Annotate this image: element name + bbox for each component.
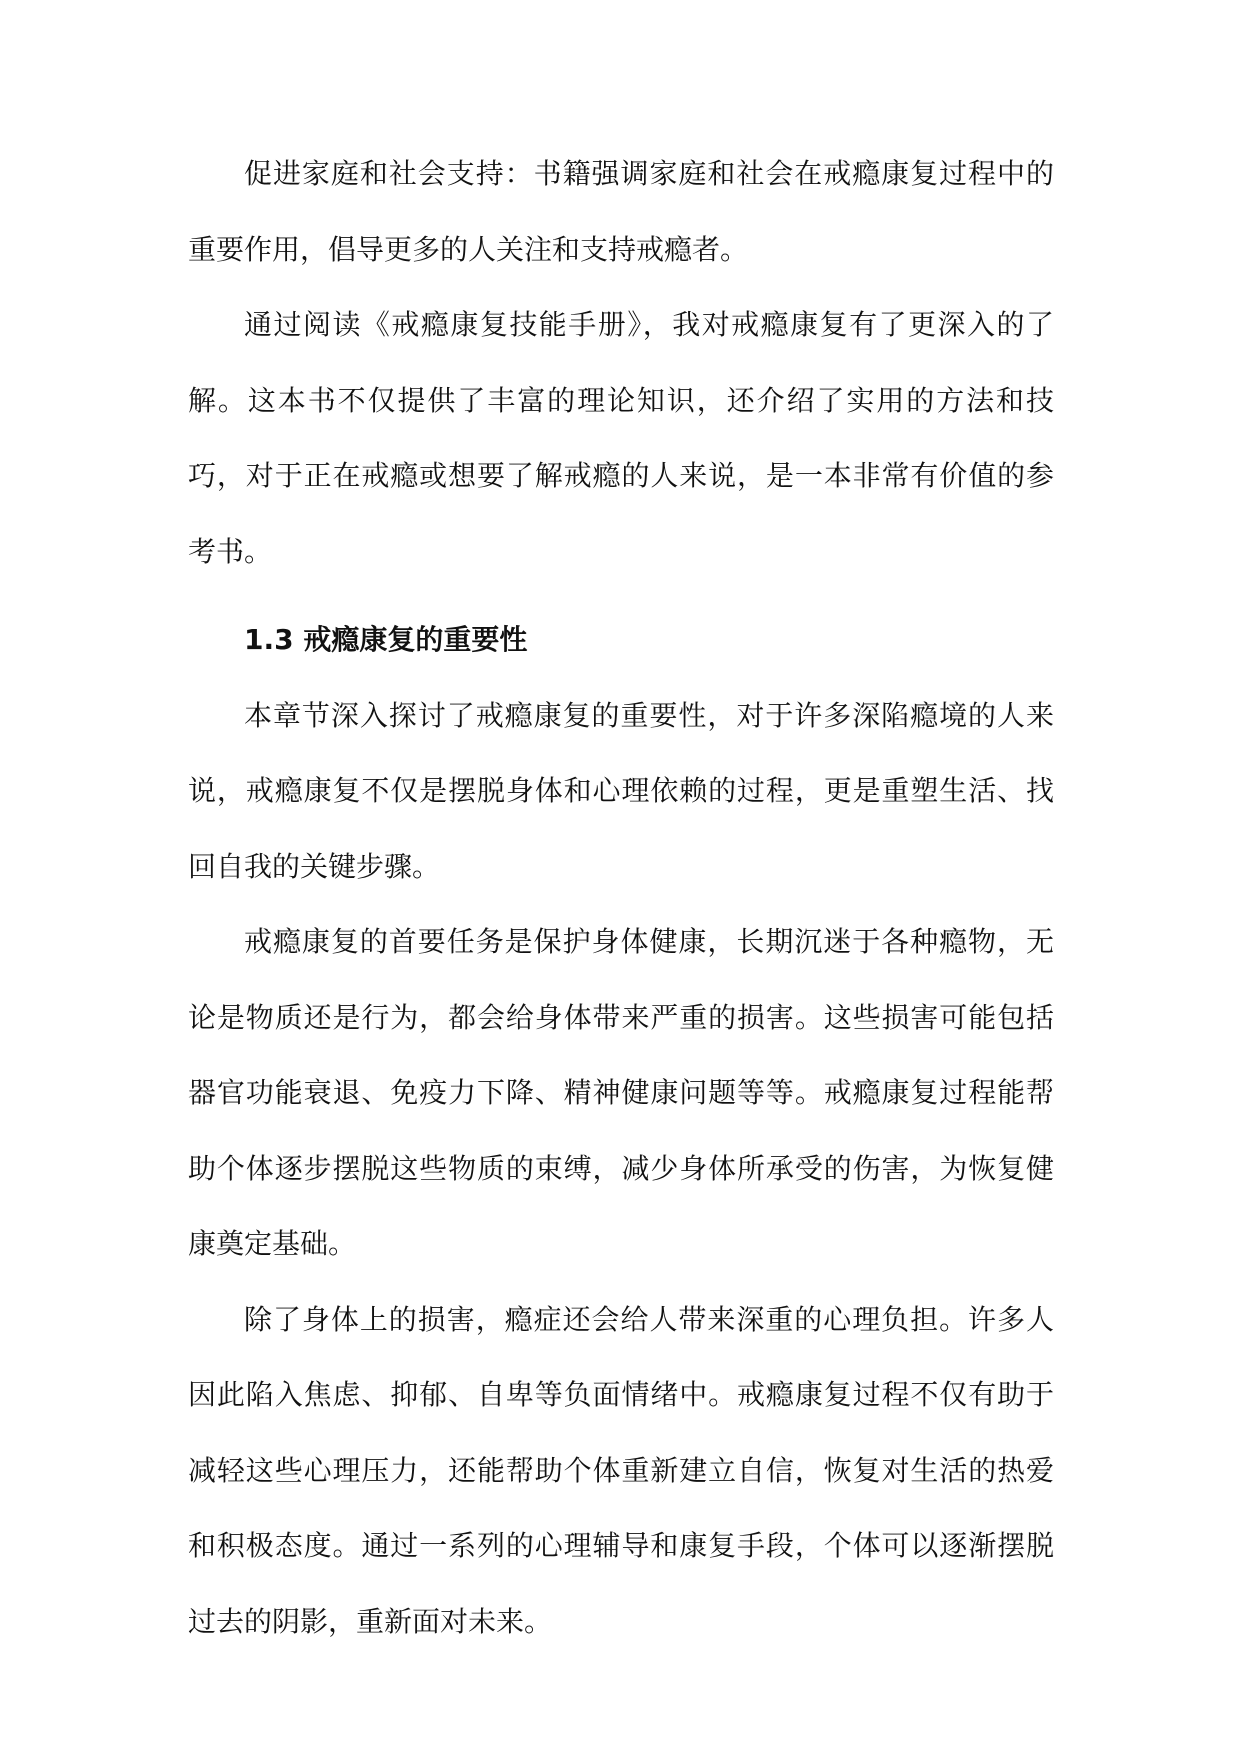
paragraph-psychological-burden: 除了身体上的损害，瘾症还会给人带来深重的心理负担。许多人因此陷入焦虑、抑郁、自卑等负面情绪中。戒瘾康复过程不仅有助于减轻这些心理压力，还能帮助个体重新建立自信，恢复对生活的热爱和积极态度。通过一系列的心理辅导和康复手段，个体可以逐渐摆脱过去的阴影，重新面对未来。 (188, 1302, 1054, 1638)
paragraph-chapter-intro: 本章节深入探讨了戒瘾康复的重要性，对于许多深陷瘾境的人来说，戒瘾康复不仅是摆脱身体和心理依赖的过程，更是重塑生活、找回自我的关键步骤。 (188, 698, 1054, 883)
section-heading: 1.3 戒瘾康复的重要性 (244, 623, 528, 656)
page-content (188, 136, 1054, 1659)
paragraph-physical-health: 戒瘾康复的首要任务是保护身体健康，长期沉迷于各种瘾物，无论是物质还是行为，都会给身体带来严重的损害。这些损害可能包括器官功能衰退、免疫力下降、精神健康问题等等。戒瘾康复过程能帮助个体逐步摆脱这些物质的束缚，减少身体所承受的伤害，为恢复健康奠定基础。 (188, 925, 1054, 1260)
paragraph-book-summary: 通过阅读《戒瘾康复技能手册》，我对戒瘾康复有了更深入的了解。这本书不仅提供了丰富的理论知识，还介绍了实用的方法和技巧，对于正在戒瘾或想要了解戒瘾的人来说，是一本非常有价值的参考书。 (188, 308, 1054, 568)
paragraph-family-social-support: 促进家庭和社会支持：书籍强调家庭和社会在戒瘾康复过程中的重要作用，倡导更多的人关注和支持戒瘾者。 (188, 157, 1054, 266)
